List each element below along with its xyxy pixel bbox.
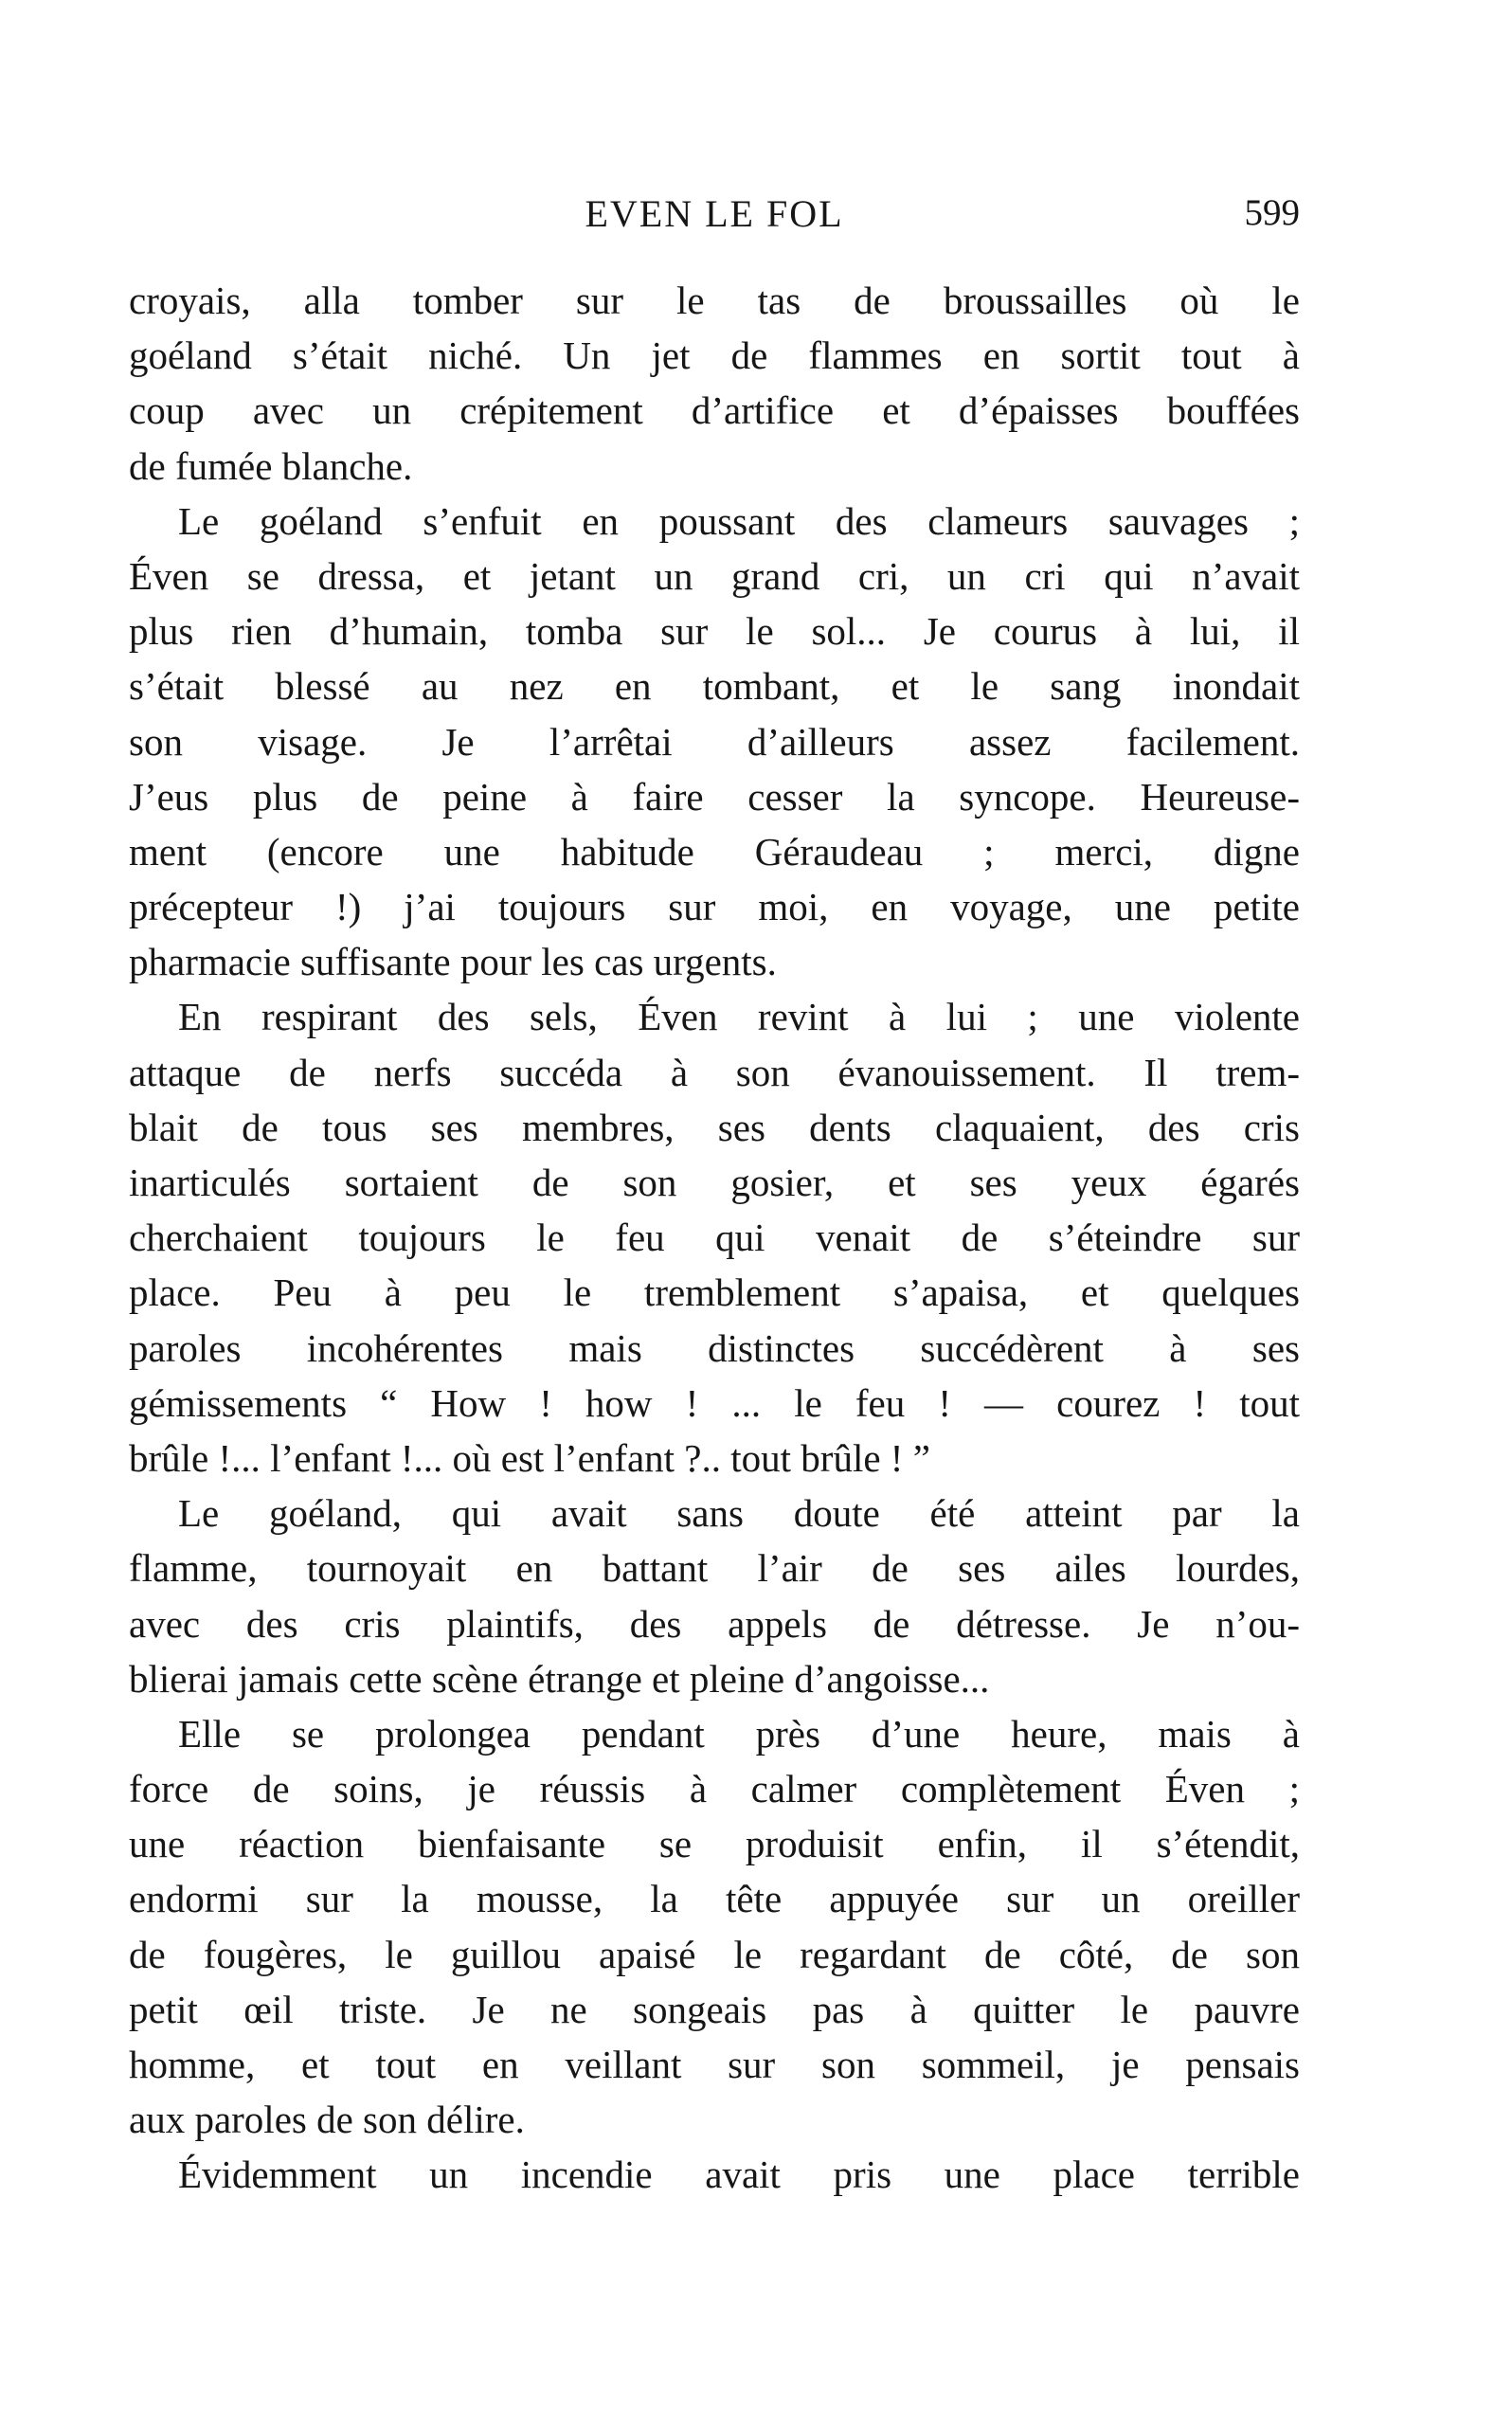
text-line: blierai jamais cette scène étrange et pleine d’angoisse... xyxy=(129,1656,990,1701)
text-line: Le goéland, qui avait sans doute été atteint par la xyxy=(178,1491,1300,1536)
text-line: précepteur !) j’ai toujours sur moi, en voyage, une petite xyxy=(129,885,1300,929)
text-line: goéland s’était niché. Un jet de flammes en sortit tout à xyxy=(129,333,1300,378)
text-line: gémissements “ How ! how ! ... le feu ! — courez ! tout xyxy=(129,1380,1300,1425)
text-line: son visage. Je l’arrêtai d’ailleurs assez facilement. xyxy=(129,719,1300,764)
text-line: petit œil triste. Je ne songeais pas à quitter le pauvre xyxy=(129,1987,1300,2031)
text-line: paroles incohérentes mais distinctes succédèrent à ses xyxy=(129,1325,1300,1370)
text-line: de fougères, le guillou apaisé le regardant de côté, de son xyxy=(129,1932,1300,1976)
text-line: plus rien d’humain, tomba sur le sol... Je courus à lui, il xyxy=(129,609,1300,654)
text-line: J’eus plus de peine à faire cesser la syncope. Heureuse- xyxy=(129,774,1300,819)
text-line: flamme, tournoyait en battant l’air de ses ailes lourdes, xyxy=(129,1546,1300,1591)
page-header xyxy=(129,191,1300,248)
text-line: croyais, alla tomber sur le tas de broussailles où le xyxy=(129,279,1300,322)
text-line: ment (encore une habitude Géraudeau ; merci, digne xyxy=(129,829,1300,874)
text-line: de fumée blanche. xyxy=(129,443,413,488)
text-body xyxy=(129,273,1300,2203)
page-number: 599 xyxy=(1244,192,1300,233)
text-line: pharmacie suffisante pour les cas urgents. xyxy=(129,940,777,984)
text-line: inarticulés sortaient de son gosier, et ses yeux égarés xyxy=(129,1161,1300,1204)
running-title: EVEN LE FOL xyxy=(585,192,844,235)
text-line: une réaction bienfaisante se produisit enfin, il s’étendit, xyxy=(129,1822,1300,1866)
text-line: endormi sur la mousse, la tête appuyée sur un oreiller xyxy=(129,1877,1300,1921)
text-line: avec des cris plaintifs, des appels de détresse. Je n’ou- xyxy=(129,1601,1300,1646)
text-line: homme, et tout en veillant sur son sommeil, je pensais xyxy=(129,2043,1300,2086)
text-line: En respirant des sels, Éven revint à lui ; une violente xyxy=(178,995,1300,1039)
text-line: Elle se prolongea pendant près d’une heure, mais à xyxy=(178,1711,1300,1756)
text-line: blait de tous ses membres, ses dents claquaient, des cris xyxy=(129,1105,1300,1149)
text-line: cherchaient toujours le feu qui venait de s’éteindre sur xyxy=(129,1216,1300,1260)
text-line: force de soins, je réussis à calmer complètement Éven ; xyxy=(129,1767,1300,1811)
text-line: Éven se dressa, et jetant un grand cri, un cri qui n’avait xyxy=(129,553,1300,598)
text-line: aux paroles de son délire. xyxy=(129,2098,525,2142)
text-line: place. Peu à peu le tremblement s’apaisa, et quelques xyxy=(129,1270,1300,1315)
text-line: Le goéland s’enfuit en poussant des clameurs sauvages ; xyxy=(178,498,1300,543)
text-line: brûle !... l’enfant !... où est l’enfant ?.. tout brûle ! ” xyxy=(129,1435,930,1480)
text-line: coup avec un crépitement d’artifice et d’épaisses bouffées xyxy=(129,388,1300,433)
text-line: attaque de nerfs succéda à son évanouissement. Il trem- xyxy=(129,1050,1300,1094)
text-line: Évidemment un incendie avait pris une place terrible xyxy=(178,2153,1300,2197)
text-line: s’était blessé au nez en tombant, et le sang inondait xyxy=(129,664,1300,709)
